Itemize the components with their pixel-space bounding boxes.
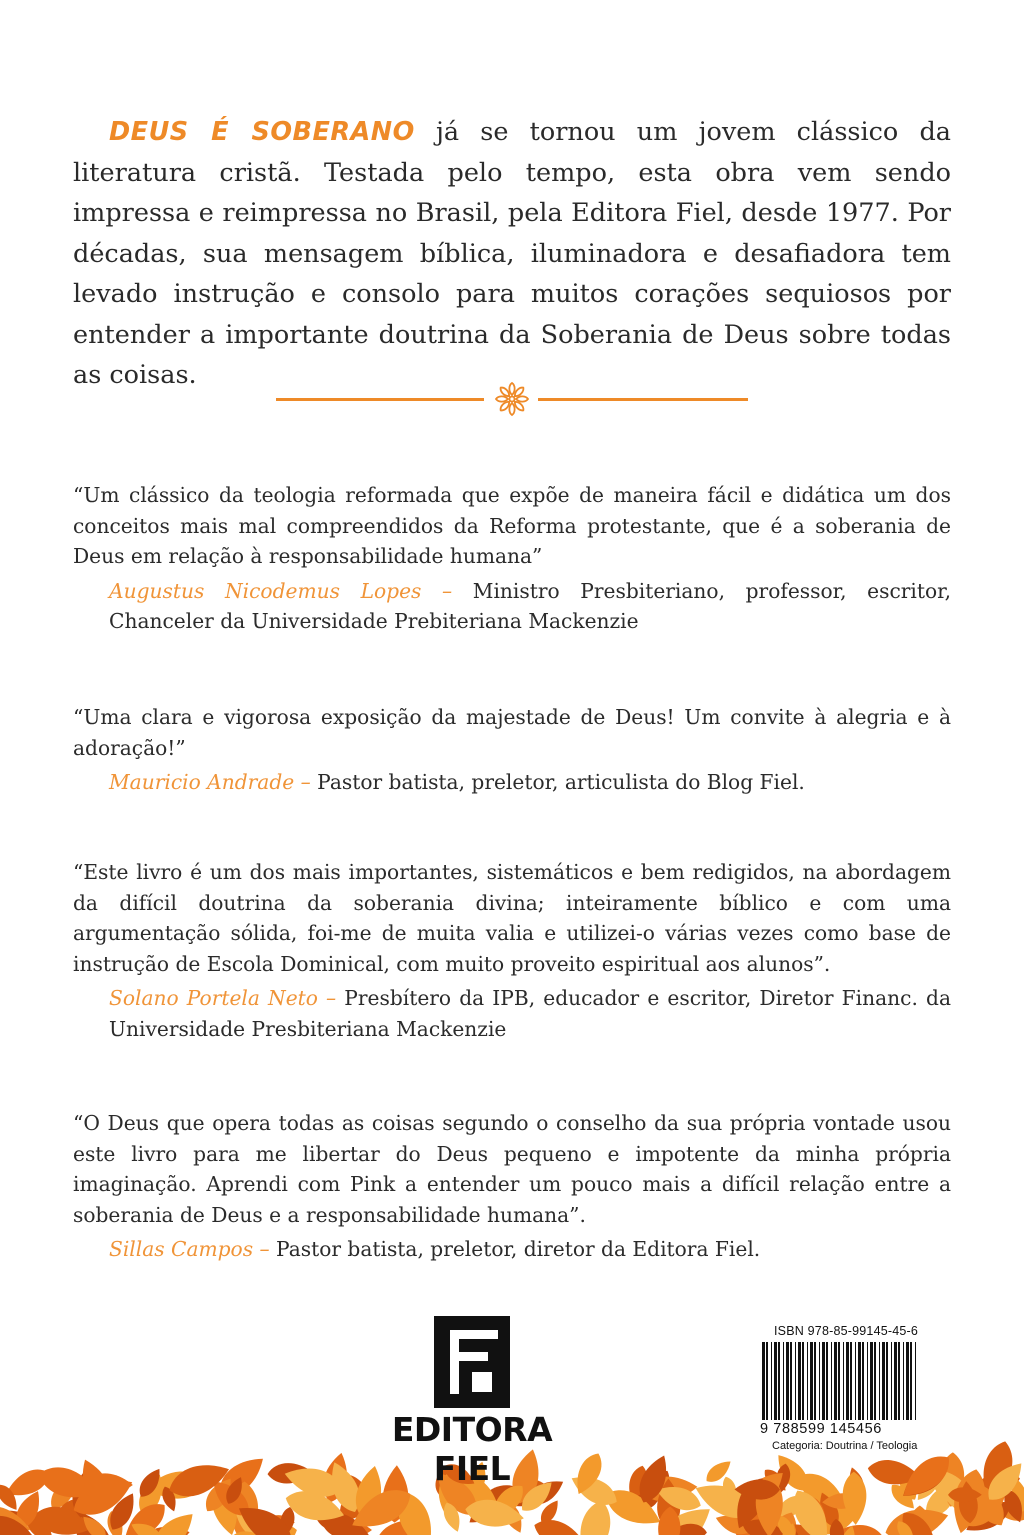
quote-author: Sillas Campos – <box>109 1237 277 1261</box>
quote-author-role: Ministro Presbiteriano, professor, escritor, Chanceler da Universidade Prebiteriana Mackenzie <box>109 578 951 633</box>
quote-author-role: Pastor batista, preletor, articulista do Blog Fiel. <box>317 770 805 794</box>
quote-citation <box>109 576 951 637</box>
quote-block <box>73 702 951 798</box>
quote-author: Mauricio Andrade – <box>109 770 318 794</box>
ornament-divider <box>276 380 748 420</box>
barcode-panel <box>760 1322 920 1452</box>
quote-text: “Uma clara e vigorosa exposição da majestade de Deus! Um convite à alegria e à adoração!” <box>73 705 951 760</box>
flower-ornament-icon <box>493 380 531 418</box>
quote-author-role: Presbítero da IPB, educador e escritor, Diretor Financ. da Universidade Presbiteriana Mackenzie <box>109 986 951 1041</box>
divider-line-left <box>276 398 484 401</box>
quote-citation <box>109 767 951 798</box>
quote-citation <box>109 1234 951 1265</box>
intro-text: já se tornou um jovem clássico da literatura cristã. Testada pelo tempo, esta obra vem sendo impressa e reimpressa no Brasil, pela Editora Fiel, desde 1977. Por décadas, sua mensagem bíblica, iluminadora e desafiadora tem levado instrução e consolo para muitos corações sequiosos por entender a importante doutrina da Soberania de Deus sobre todas as coisas. <box>73 117 951 390</box>
publisher-name: EDITORA FIEL <box>391 1410 553 1488</box>
book-title: DEUS É SOBERANO <box>109 117 415 147</box>
barcode-icon <box>760 1342 920 1422</box>
quote-author-role: Pastor batista, preletor, diretor da Editora Fiel. <box>276 1237 761 1261</box>
category-label: Categoria: Doutrina / Teologia <box>772 1440 918 1452</box>
quote-citation <box>109 983 951 1044</box>
quote-block <box>73 1108 951 1265</box>
quote-text: “Este livro é um dos mais importantes, sistemáticos e bem redigidos, na abordagem da difícil doutrina da soberania divina; inteiramente bíblico e com uma argumentação sólida, foi-me de muita valia e utilizei-o várias vezes como base de instrução de Escola Dominical, com muito proveito espiritual aos alunos”. <box>73 860 951 976</box>
quote-text: “Um clássico da teologia reformada que expõe de maneira fácil e didática um dos conceitos mais mal compreendidos da Reforma protestante, que é a soberania de Deus em relação à responsabilidade humana” <box>73 483 951 568</box>
quote-author: Solano Portela Neto – <box>109 986 345 1010</box>
intro-paragraph <box>73 112 951 396</box>
quote-author: Augustus Nicodemus Lopes – <box>109 578 473 603</box>
publisher-logo <box>350 1316 594 1488</box>
quote-block <box>73 480 951 637</box>
barcode-digits: 9 788599 145456 <box>760 1421 882 1437</box>
divider-line-right <box>538 398 748 401</box>
quote-block <box>73 857 951 1044</box>
quote-text: “O Deus que opera todas as coisas segundo o conselho da sua própria vontade usou este livro para me libertar do Deus pequeno e impotente da minha própria imaginação. Aprendi com Pink a entender um pouco mais a difícil relação entre a soberania de Deus e a responsabilidade humana”. <box>73 1111 951 1227</box>
editora-fiel-logo-icon <box>432 1316 512 1408</box>
isbn-label: ISBN 978-85-99145-45-6 <box>774 1324 919 1338</box>
